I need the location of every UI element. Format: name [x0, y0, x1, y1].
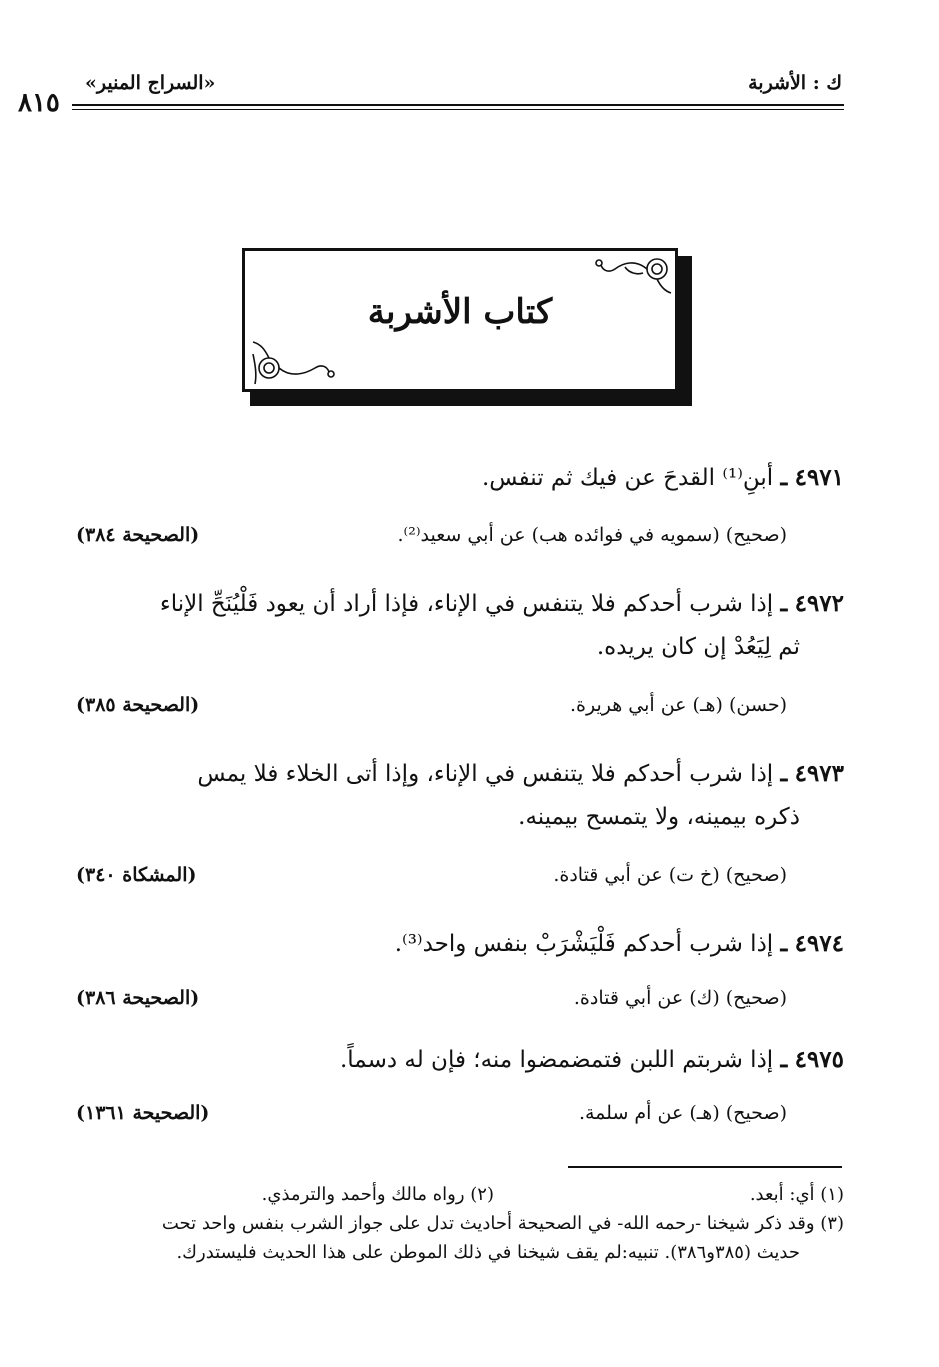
hadith-4974 [76, 922, 844, 966]
footnote-3-line-1: (٣) وقد ذكر شيخنا -رحمه الله- في الصحيحة أحاديث تدل على جواز الشرب بنفس واحد تحت [161, 1213, 844, 1234]
hadith-dash: ـ [780, 1046, 788, 1073]
footnote-rule [568, 1166, 842, 1168]
hadith-line [76, 922, 844, 966]
ornament-bottom-left [245, 334, 345, 389]
grading-text: (حسن) (هـ) عن أبي هريرة. [569, 694, 787, 716]
hadith-number: ٤٩٧١ [794, 464, 844, 491]
hadith-number: ٤٩٧٢ [794, 590, 844, 617]
grading-text: (صحيح) (خ ت) عن أبي قتادة. [553, 864, 787, 886]
hadith-4975 [76, 1038, 844, 1082]
running-head-book: «السراج المنير» [85, 72, 216, 94]
footnote-2: (٢) رواه مالك وأحمد والترمذي. [261, 1184, 494, 1205]
grading-reference: (المشكاة ٣٤٠) [76, 864, 197, 886]
grading-reference: (الصحيحة ١٣٦١) [76, 1102, 210, 1124]
book-title: كتاب الأشربة [367, 292, 553, 332]
hadith-4971 [76, 456, 844, 500]
hadith-number: ٤٩٧٥ [794, 1046, 844, 1073]
hadith-number: ٤٩٧٣ [794, 760, 844, 787]
hadith-line: ثم لِيَعُدْ إن كان يريده. [596, 634, 800, 660]
hadith-4973 [76, 752, 844, 839]
hadith-line [76, 582, 844, 626]
hadith-dash: ـ [780, 760, 788, 787]
hadith-line [76, 1038, 844, 1082]
grading-text: (صحيح) (سمويه في فوائده هب) عن أبي سعيد⁽²⁾. [397, 524, 787, 546]
hadith-line [76, 456, 844, 500]
footnote-row [76, 1180, 844, 1209]
header-rule-thin [72, 109, 844, 110]
hadith-number: ٤٩٧٤ [794, 930, 844, 957]
grading-row [76, 864, 787, 894]
hadith-text: إذا شربتم اللبن فتمضمضوا منه؛ فإن له دسماً. [339, 1047, 774, 1073]
grading-text: (صحيح) (هـ) عن أم سلمة. [578, 1102, 787, 1124]
grading-reference: (الصحيحة ٣٨٤) [76, 524, 200, 546]
grading-row [76, 694, 787, 724]
hadith-dash: ـ [780, 930, 788, 957]
running-head-chapter: ك : الأشربة [748, 72, 842, 94]
grading-reference: (الصحيحة ٣٨٥) [76, 694, 200, 716]
page-number: ٨١٥ [18, 88, 60, 118]
hadith-text: إذا شرب أحدكم فَلْيَشْرَبْ بنفس واحد⁽³⁾. [394, 931, 774, 957]
hadith-line [76, 752, 844, 796]
header-rule [72, 104, 844, 106]
grading-text: (صحيح) (ك) عن أبي قتادة. [573, 987, 787, 1009]
grading-row [76, 1102, 787, 1132]
footnote-3-line-2: حديث (٣٨٥و٣٨٦). تنبيه:لم يقف شيخنا في ذلك الموطن على هذا الحديث فليستدرك. [176, 1242, 800, 1263]
grading-reference: (الصحيحة ٣٨٦) [76, 987, 200, 1009]
hadith-dash: ـ [780, 590, 788, 617]
footnote-1: (١) أي: أبعد. [749, 1184, 844, 1205]
hadith-text: أبنِ⁽¹⁾ القدحَ عن فيك ثم تنفس. [481, 465, 774, 491]
hadith-dash: ـ [780, 464, 788, 491]
hadith-text: إذا شرب أحدكم فلا يتنفس في الإناء، فإذا أراد أن يعود فَلْيُنَحِّ الإناء [159, 591, 774, 617]
footnotes [76, 1180, 844, 1267]
grading-row [76, 987, 787, 1017]
hadith-text: إذا شرب أحدكم فلا يتنفس في الإناء، وإذا أتى الخلاء فلا يمس [197, 761, 774, 787]
hadith-4972 [76, 582, 844, 669]
grading-row [76, 524, 787, 554]
hadith-line: ذكره بيمينه، ولا يتمسح بيمينه. [518, 804, 800, 830]
